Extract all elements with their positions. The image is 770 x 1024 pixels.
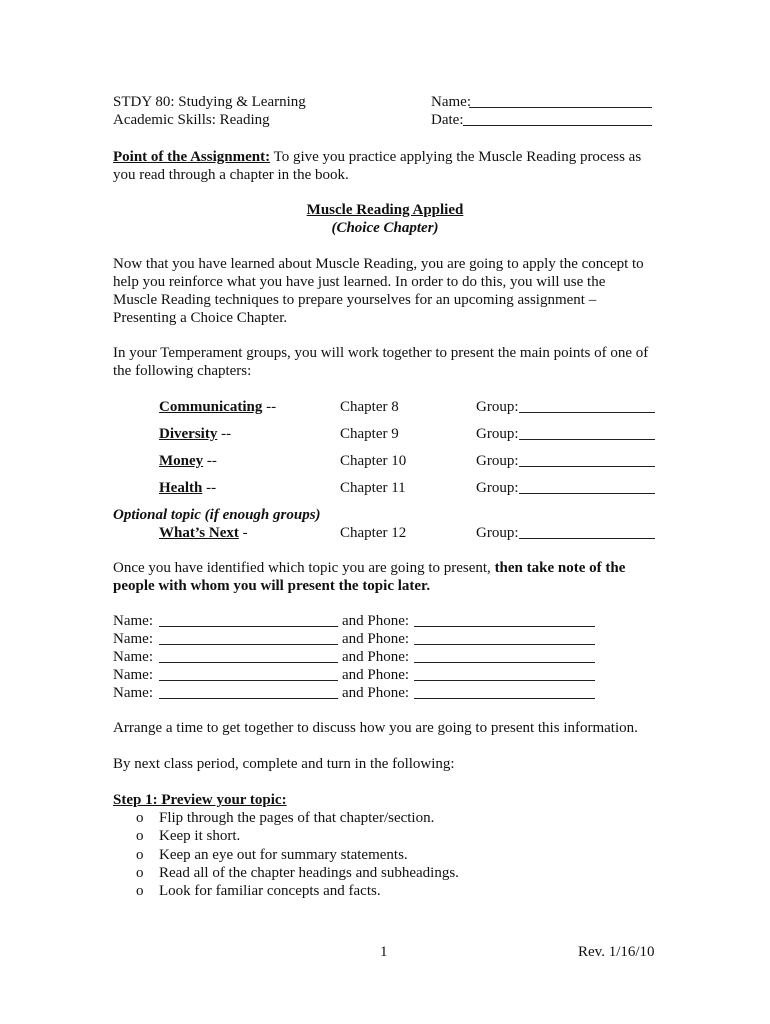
groups-intro-line-1: In your Temperament groups, you will work together to present the main points of one of — [113, 345, 649, 361]
name-blank-line[interactable] — [469, 107, 652, 108]
step1-heading: Step 1: Preview your topic: — [113, 792, 287, 808]
list-item-text: Look for familiar concepts and facts. — [159, 883, 381, 899]
group-label: Group: — [476, 426, 519, 442]
chapter-topic: Communicating — [159, 399, 263, 415]
identify-plain-text: Once you have identified which topic you are going to present, — [113, 560, 495, 576]
chapter-dash: - — [238, 525, 248, 541]
contact-phone-label: and Phone: — [342, 613, 410, 629]
chapter-dash: -- — [202, 480, 217, 496]
group-blank-line[interactable] — [519, 538, 655, 539]
group-blank-line[interactable] — [519, 412, 655, 413]
list-item-text: Keep an eye out for summary statements. — [159, 847, 408, 863]
contact-name-label: Name: — [113, 649, 153, 665]
chapter-dash: -- — [217, 426, 232, 442]
bullet-icon: o — [136, 828, 144, 844]
chapter-dash: -- — [262, 399, 277, 415]
identify-line-2: people with whom you will present the topic later. — [113, 578, 431, 594]
bullet-icon: o — [136, 865, 144, 881]
contact-name-blank[interactable] — [159, 644, 338, 645]
chapter-topic: Health — [159, 480, 203, 496]
contact-name-label: Name: — [113, 613, 153, 629]
contact-phone-blank[interactable] — [414, 698, 595, 699]
contact-name-blank[interactable] — [159, 662, 338, 663]
contact-phone-label: and Phone: — [342, 685, 410, 701]
contact-phone-blank[interactable] — [414, 644, 595, 645]
optional-topic-label: Optional topic (if enough groups) — [113, 507, 321, 523]
intro-line-4: Presenting a Choice Chapter. — [113, 310, 288, 326]
page-number: 1 — [380, 944, 388, 960]
arrange-text: Arrange a time to get together to discuss how you are going to present this information. — [113, 720, 638, 736]
contact-name-blank[interactable] — [159, 626, 338, 627]
chapter-dash: -- — [203, 453, 217, 469]
next-class-text: By next class period, complete and turn in the following: — [113, 756, 455, 772]
identify-bold-text: then take note of the — [494, 560, 626, 576]
point-of-assignment — [113, 148, 641, 166]
chapter-topic: Diversity — [159, 426, 218, 442]
group-label: Group: — [476, 480, 519, 496]
groups-intro-line-2: the following chapters: — [113, 363, 252, 379]
chapter-number: Chapter 11 — [340, 480, 406, 496]
chapter-number: Chapter 8 — [340, 399, 399, 415]
contact-phone-label: and Phone: — [342, 649, 410, 665]
contact-phone-blank[interactable] — [414, 626, 595, 627]
name-label: Name: — [431, 94, 471, 110]
chapter-topic: Money — [159, 453, 204, 469]
contact-phone-label: and Phone: — [342, 667, 410, 683]
contact-phone-label: and Phone: — [342, 631, 410, 647]
list-item-text: Read all of the chapter headings and subheadings. — [159, 865, 459, 881]
point-text-line2: you read through a chapter in the book. — [113, 167, 349, 183]
course-subtitle: Academic Skills: Reading — [113, 112, 270, 128]
course-title: STDY 80: Studying & Learning — [113, 94, 306, 110]
bullet-icon: o — [136, 847, 144, 863]
group-blank-line[interactable] — [519, 439, 655, 440]
point-text-line1: To give you practice applying the Muscle Reading process as — [270, 149, 642, 165]
group-label: Group: — [476, 453, 519, 469]
intro-line-3: Muscle Reading techniques to prepare yourselves for an upcoming assignment – — [113, 292, 597, 308]
contact-name-label: Name: — [113, 631, 153, 647]
group-blank-line[interactable] — [519, 493, 655, 494]
document-subtitle: (Choice Chapter) — [331, 220, 439, 236]
bullet-icon: o — [136, 810, 144, 826]
contact-name-label: Name: — [113, 667, 153, 683]
chapter-number: Chapter 12 — [340, 525, 407, 541]
identify-line-1 — [113, 559, 625, 577]
point-label: Point of the Assignment: — [113, 149, 271, 165]
chapter-number: Chapter 10 — [340, 453, 407, 469]
group-label: Group: — [476, 525, 519, 541]
list-item-text: Flip through the pages of that chapter/section. — [159, 810, 435, 826]
intro-line-2: help you reinforce what you have just learned. In order to do this, you will use the — [113, 274, 606, 290]
contact-phone-blank[interactable] — [414, 662, 595, 663]
contact-name-blank[interactable] — [159, 698, 338, 699]
revision-date: Rev. 1/16/10 — [578, 944, 655, 960]
contact-name-blank[interactable] — [159, 680, 338, 681]
date-blank-line[interactable] — [463, 125, 652, 126]
chapter-number: Chapter 9 — [340, 426, 399, 442]
chapter-topic: What’s Next — [159, 525, 239, 541]
list-item-text: Keep it short. — [159, 828, 241, 844]
group-label: Group: — [476, 399, 519, 415]
date-label: Date: — [431, 112, 464, 128]
group-blank-line[interactable] — [519, 466, 655, 467]
contact-name-label: Name: — [113, 685, 153, 701]
document-title: Muscle Reading Applied — [306, 202, 464, 218]
bullet-icon: o — [136, 883, 144, 899]
intro-line-1: Now that you have learned about Muscle Reading, you are going to apply the concept to — [113, 256, 644, 272]
contact-phone-blank[interactable] — [414, 680, 595, 681]
